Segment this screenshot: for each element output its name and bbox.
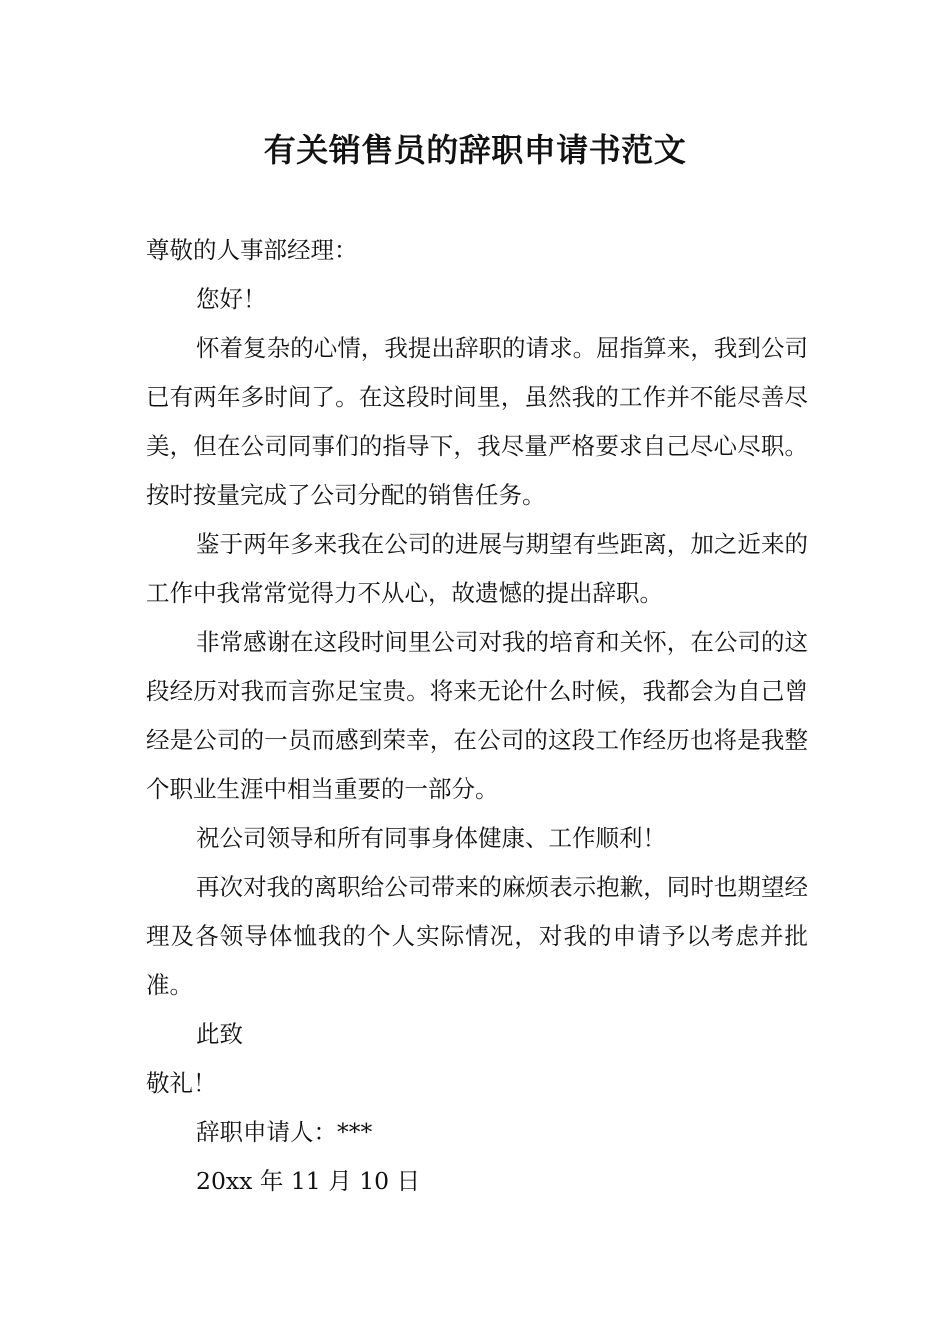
paragraph-5: 再次对我的离职给公司带来的麻烦表示抱歉，同时也期望经理及各领导体恤我的个人实际情况，对我的申请予以考虑并批准。	[146, 873, 808, 999]
salutation: 尊敬的人事部经理：	[146, 236, 358, 264]
letter-body	[146, 226, 808, 1206]
closing-line-2: 敬礼！	[146, 1069, 217, 1097]
document-title: 有关销售员的辞职申请书范文	[263, 131, 687, 169]
paragraph-1: 怀着复杂的心情，我提出辞职的请求。屈指算来，我到公司已有两年多时间了。在这段时间里，虽然我的工作并不能尽善尽美，但在公司同事们的指导下，我尽量严格要求自己尽心尽职。按时按量完成了公司分配的销售任务。	[146, 334, 808, 509]
date-line: 20xx 年 11 月 10 日	[196, 1167, 421, 1195]
paragraph-4: 祝公司领导和所有同事身体健康、工作顺利！	[196, 824, 666, 852]
paragraph-2: 鉴于两年多来我在公司的进展与期望有些距离，加之近来的工作中我常常觉得力不从心，故遗憾的提出辞职。	[146, 530, 808, 607]
signature-line: 辞职申请人：***	[196, 1118, 373, 1146]
closing-line-1: 此致	[196, 1020, 243, 1048]
paragraph-3: 非常感谢在这段时间里公司对我的培育和关怀，在公司的这段经历对我而言弥足宝贵。将来无论什么时候，我都会为自己曾经是公司的一员而感到荣幸，在公司的这段工作经历也将是我整个职业生涯中相当重要的一部分。	[146, 628, 808, 803]
greeting: 您好！	[196, 285, 267, 313]
